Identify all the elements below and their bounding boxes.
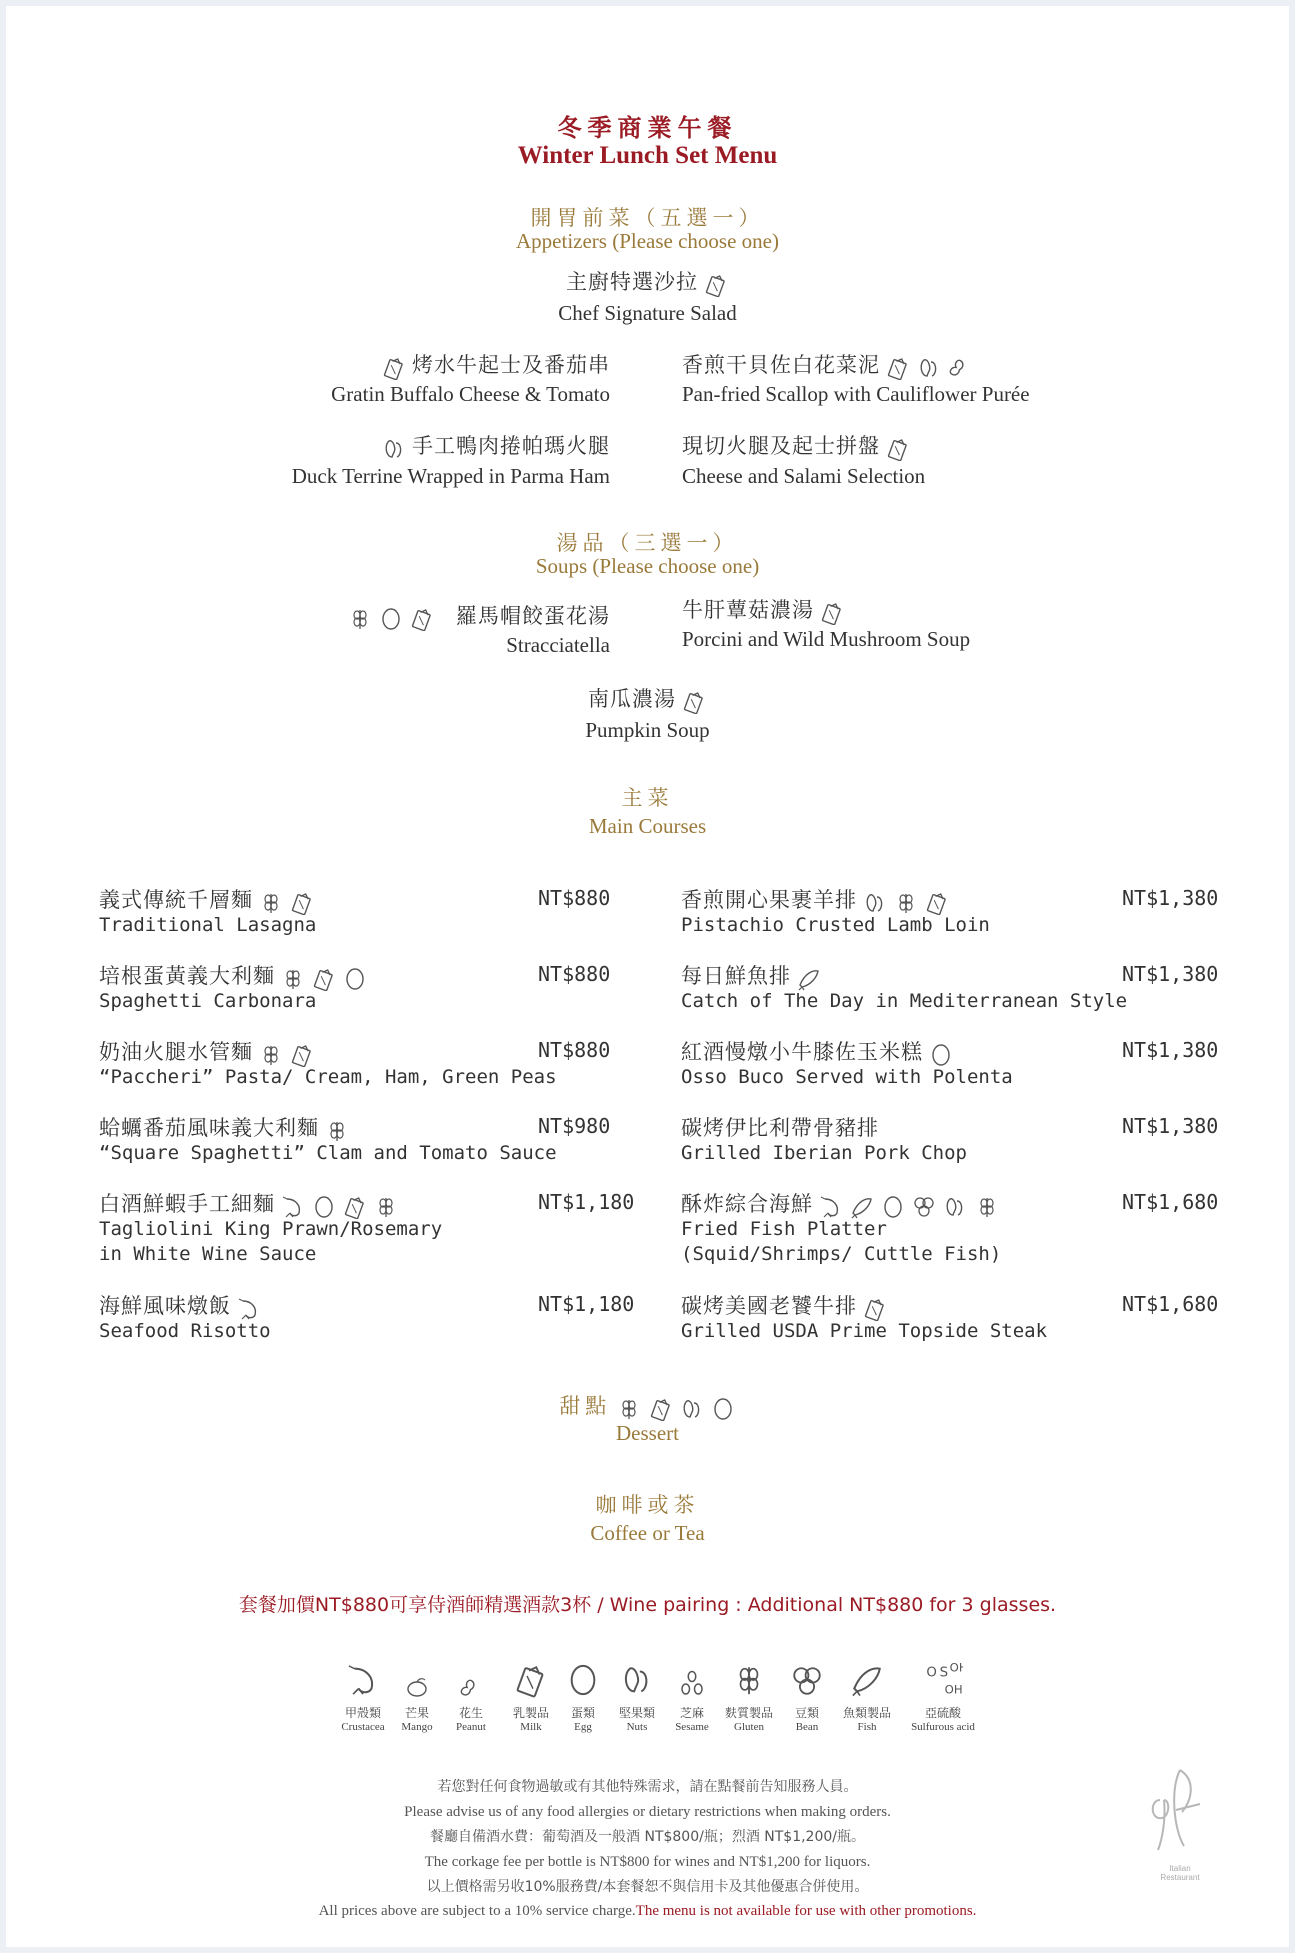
price: NT$1,680 [1122,1292,1219,1316]
gluten-icon [348,607,372,631]
egg-icon [881,1195,905,1219]
appetizer-item [682,349,973,380]
coffee-zh: 咖啡或茶 [595,1493,700,1517]
corkage-notice-en: The corkage fee per bottle is NT$800 for wines and NT$1,200 for liquors. [424,1854,871,1870]
legend-item [501,1660,561,1733]
legend-item [662,1668,722,1733]
dish-name-en: in White Wine Sauce [99,1243,317,1265]
dish-name-zh: 義式傳統千層麵 [99,888,253,912]
dish-name-zh: 白酒鮮蝦手工細麵 [99,1192,275,1216]
legend-label-en: Gluten [734,1721,764,1733]
main-item [99,960,368,991]
legend-label-en: Fish [857,1721,877,1733]
allergy-notice-en: Please advise us of any food allergies or dietary restrictions when making orders. [404,1804,891,1820]
legend-label-en: Milk [520,1721,542,1733]
coffee-en: Coffee or Tea [590,1521,705,1545]
dish-name-zh: 奶油火腿水管麵 [99,1040,253,1064]
soups-heading-en: Soups (Please choose one) [535,554,760,578]
gluten-icon [894,891,918,915]
bean-icon [790,1662,824,1700]
egg-icon [343,967,367,991]
milk-icon [290,1043,314,1067]
nuts-icon [382,437,406,461]
milk-icon [863,1297,887,1321]
legend-label-zh: 蛋類 [570,1706,595,1720]
legend-item [441,1676,501,1733]
dish-name-en: Catch of The Day in Mediterranean Style [681,990,1128,1012]
milk-icon [312,967,336,991]
legend-label-zh: 芝麻 [679,1706,704,1720]
dessert-zh: 甜點 [559,1394,612,1418]
main-item [681,1036,954,1067]
gluten-icon [374,1195,398,1219]
menu-title-zh: 冬季商業午餐 [557,114,738,142]
legend-label-zh: 花生 [458,1706,483,1720]
main-item [681,960,822,991]
service-charge-zh: 以上價格需另收10%服務費/本套餐恕不與信用卡及其他優惠合併使用。 [426,1879,869,1895]
egg-icon [929,1043,953,1067]
legend-label-zh: 堅果類 [618,1706,655,1720]
dish-name-en: Cheese and Salami Selection [682,464,926,488]
dish-name-zh: 每日鮮魚排 [681,964,791,988]
fish-icon [850,1660,884,1700]
dish-name-zh: 香煎開心果裹羊排 [681,888,857,912]
crustacea-icon [237,1297,261,1321]
restaurant-logo [1140,1760,1220,1882]
dish-name-en: (Squid/Shrimps/ Cuttle Fish) [681,1243,1002,1265]
dessert-en: Dessert [616,1421,679,1445]
crustacea-icon [819,1195,843,1219]
price: NT$880 [538,886,611,910]
dish-name-zh: 蛤蠣番茄風味義大利麵 [99,1116,319,1140]
soup-item [682,594,845,625]
dish-name-en: Stracciatella [506,633,610,657]
dish-name-zh: 紅酒慢燉小牛膝佐玉米糕 [681,1040,923,1064]
logo-text-line2: Restaurant [1160,1873,1200,1882]
legend-label-en: Nuts [626,1721,648,1733]
dish-name-zh: 碳烤美國老饕牛排 [681,1294,857,1318]
dish-name-zh: 手工鴨肉捲帕瑪火腿 [412,434,610,458]
main-item [99,1188,399,1219]
legend-item [837,1660,897,1733]
service-charge-text: All prices above are subject to a 10% service charge. [318,1903,636,1919]
price: NT$1,380 [1122,1038,1219,1062]
legend-item [553,1660,613,1733]
bean-icon [912,1195,936,1219]
dish-name-en: “Square Spaghetti” Clam and Tomato Sauce [99,1142,557,1164]
egg-icon [379,607,403,631]
legend-label-en: Sulfurous acid [911,1721,975,1733]
price: NT$1,380 [1122,962,1219,986]
dish-name-zh: 現切火腿及起士拼盤 [682,434,880,458]
nuts-icon [620,1660,654,1700]
main-item [681,884,950,915]
legend-label-zh: 乳製品 [512,1706,549,1720]
dish-name-en: Fried Fish Platter [681,1218,887,1240]
mains-heading-zh: 主菜 [621,786,674,810]
appetizers-heading-zh: 開胃前菜（五選一） [530,206,765,230]
dish-name-en: Pumpkin Soup [585,718,710,742]
crustacea-icon [281,1195,305,1219]
appetizer-item [682,430,911,461]
dish-name-en: Osso Buco Served with Polenta [681,1066,1013,1088]
price: NT$1,380 [1122,1114,1219,1138]
egg-icon [312,1195,336,1219]
dish-name-en: Spaghetti Carbonara [99,990,317,1012]
dish-name-zh: 酥炸綜合海鮮 [681,1192,813,1216]
dish-name-en: Grilled USDA Prime Topside Steak [681,1320,1048,1342]
dish-name-en: Chef Signature Salad [558,301,737,325]
dish-name-en: Traditional Lasagna [99,914,317,936]
gluten-icon [975,1195,999,1219]
gluten-icon [617,1397,641,1421]
milk-icon [382,356,406,380]
legend-item [777,1662,837,1733]
milk-icon [343,1195,367,1219]
milk-icon [925,891,949,915]
main-item [681,1290,888,1321]
mains-heading-en: Main Courses [588,814,707,838]
main-item [99,1112,350,1143]
main-item [99,1036,315,1067]
gluten-icon [325,1119,349,1143]
dish-name-en: Seafood Risotto [99,1320,271,1342]
legend-item [719,1660,779,1733]
legend-item [607,1660,667,1733]
milk-icon [649,1397,673,1421]
price: NT$980 [538,1114,611,1138]
peanut-icon [458,1676,484,1700]
milk-icon [290,891,314,915]
dish-name-zh: 碳烤伊比利帶骨豬排 [681,1116,879,1140]
dish-name-zh: 培根蛋黃義大利麵 [99,964,275,988]
price: NT$1,680 [1122,1190,1219,1214]
dish-name-en: Tagliolini King Prawn/Rosemary [99,1218,443,1240]
legend-label-zh: 豆類 [794,1706,819,1720]
soup-item [0,683,1295,714]
appetizer-item [0,266,1295,297]
logo-text-line1: Italian [1169,1864,1191,1873]
sulfurous-acid-icon [923,1660,963,1700]
milk-icon [886,356,910,380]
dish-name-en: Pan-fried Scallop with Cauliflower Purée [682,382,1030,406]
soups-heading-zh: 湯品（三選一） [556,531,739,555]
legend-label-zh: 麩質製品 [724,1706,773,1720]
legend-label-zh: 魚類製品 [842,1706,891,1720]
milk-icon [514,1660,548,1700]
appetizers-heading-en: Appetizers (Please choose one) [516,229,779,253]
egg-icon [711,1397,735,1421]
price: NT$880 [538,1038,611,1062]
dish-name-zh: 南瓜濃湯 [587,687,676,711]
milk-icon [682,690,706,714]
gluten-icon [259,1043,283,1067]
dish-name-en: Porcini and Wild Mushroom Soup [682,627,971,651]
price: NT$1,180 [538,1292,635,1316]
gluten-icon [732,1660,766,1700]
dish-name-zh: 烤水牛起士及番茄串 [412,353,610,377]
fish-icon [850,1195,874,1219]
gluten-icon [259,891,283,915]
dessert-heading [0,1390,1295,1421]
corkage-notice-zh: 餐廳自備酒水費：葡萄酒及一般酒 NT$800/瓶；烈酒 NT$1,200/瓶。 [430,1829,865,1845]
main-item [99,1290,262,1321]
milk-icon [886,437,910,461]
fish-icon [797,967,821,991]
main-item [681,1112,879,1142]
nuts-icon [680,1397,704,1421]
main-item [99,884,315,915]
legend-label-en: Crustacea [341,1721,385,1733]
mango-icon [404,1676,430,1700]
dish-name-en: Pistachio Crusted Lamb Loin [681,914,990,936]
legend-label-zh: 甲殼類 [344,1706,381,1720]
nuts-icon [943,1195,967,1219]
dish-name-zh: 主廚特選沙拉 [565,270,698,294]
sesame-icon [677,1668,707,1700]
dish-name-en: “Paccheri” Pasta/ Cream, Ham, Green Peas [99,1066,557,1088]
dish-name-zh: 羅馬帽餃蛋花湯 [456,604,610,628]
price: NT$1,180 [538,1190,635,1214]
promotion-note: The menu is not available for use with other promotions. [635,1903,977,1919]
nuts-icon [863,891,887,915]
milk-icon [410,607,434,631]
legend-label-zh: 亞硫酸 [924,1706,961,1720]
wine-pairing-note: 套餐加價NT$880可享侍酒師精選酒款3杯 / Wine pairing : Additional NT$880 for 3 glasses. [238,1594,1057,1616]
legend-item [333,1660,393,1733]
dish-name-zh: 香煎干貝佐白花菜泥 [682,353,880,377]
egg-icon [566,1660,600,1700]
dish-name-zh: 牛肝蕈菇濃湯 [682,598,814,622]
soup-item [200,600,610,631]
legend-item [903,1660,983,1733]
dish-name-en: Grilled Iberian Pork Chop [681,1142,967,1164]
legend-label-zh: 芒果 [404,1706,429,1720]
appetizer-item [200,430,610,461]
milk-icon [704,273,728,297]
legend-label-en: Bean [795,1721,819,1733]
legend-label-en: Sesame [675,1721,709,1733]
service-charge-en [0,1900,1295,1922]
appetizer-item [200,349,610,380]
price: NT$880 [538,962,611,986]
nuts-icon [917,356,941,380]
legend-item [387,1676,447,1733]
price: NT$1,380 [1122,886,1219,910]
legend-label-en: Peanut [456,1721,486,1733]
dish-name-zh: 海鮮風味燉飯 [99,1294,231,1318]
legend-label-en: Mango [401,1721,433,1733]
dish-name-en: Duck Terrine Wrapped in Parma Ham [291,464,610,488]
milk-icon [820,601,844,625]
peanut-icon [948,356,972,380]
dish-name-en: Gratin Buffalo Cheese & Tomato [331,382,610,406]
logo-mark-icon [1140,1760,1220,1860]
menu-title-en: Winter Lunch Set Menu [517,142,778,169]
legend-label-en: Egg [574,1721,592,1733]
crustacea-icon [346,1660,380,1700]
gluten-icon [281,967,305,991]
allergy-notice-zh: 若您對任何食物過敏或有其他特殊需求，請在點餐前告知服務人員。 [437,1779,858,1795]
main-item [681,1188,1000,1219]
